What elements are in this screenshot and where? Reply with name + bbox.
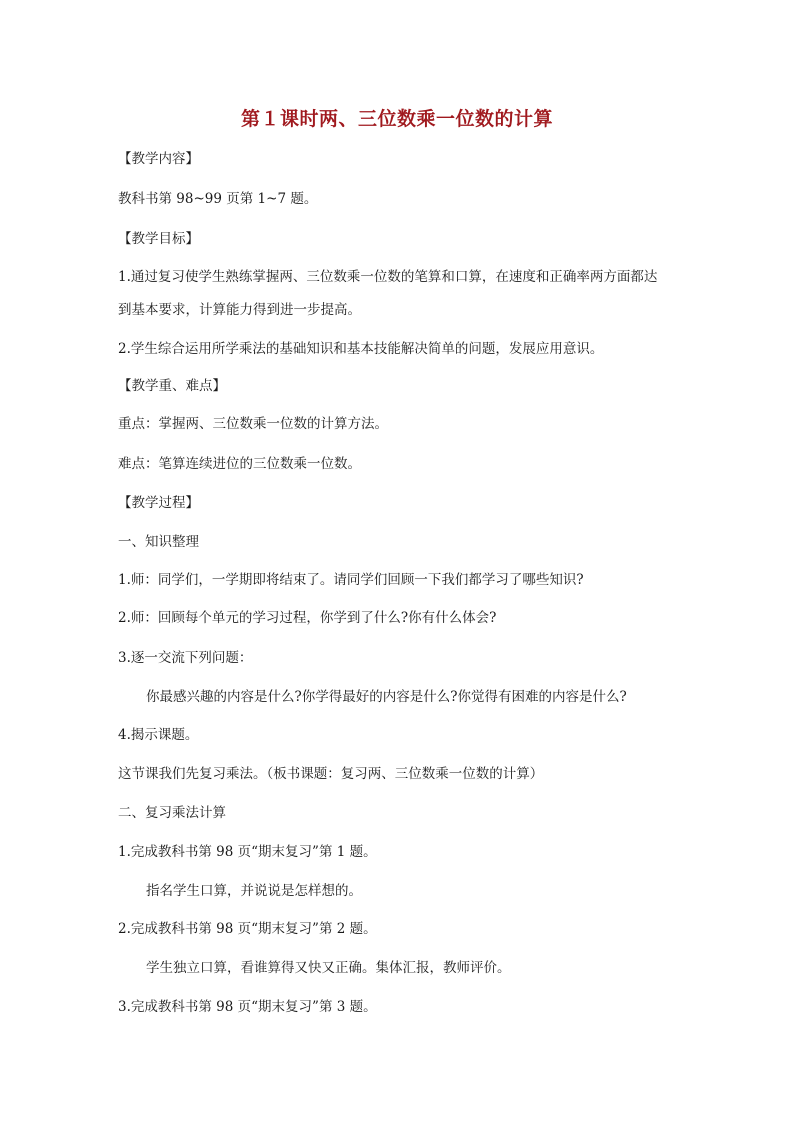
part-1-item-3-detail: 你最感兴趣的内容是什么?你学得最好的内容是什么?你觉得有困难的内容是什么? bbox=[146, 689, 627, 705]
section-goals-heading: 【教学目标】 bbox=[118, 231, 199, 247]
part-1-summary: 这节课我们先复习乘法。（板书课题：复习两、三位数乘一位数的计算） bbox=[118, 766, 544, 782]
document-title: 第１课时两、三位数乘一位数的计算 bbox=[240, 108, 553, 130]
part-1-item-2: 2.师：回顾每个单元的学习过程，你学到了什么?你有什么体会? bbox=[118, 610, 497, 626]
part-1-item-3: 3.逐一交流下列问题： bbox=[118, 650, 253, 666]
part-2-heading: 二、复习乘法计算 bbox=[118, 805, 226, 821]
goal-1-line-1: 1.通过复习使学生熟练掌握两、三位数乘一位数的笔算和口算，在速度和正确率两方面都达 bbox=[118, 269, 658, 285]
content-text: 教科书第 98~99 页第 1~7 题。 bbox=[118, 191, 318, 207]
part-1-item-1: 1.师：同学们，一学期即将结束了。请同学们回顾一下我们都学习了哪些知识? bbox=[118, 572, 584, 588]
key-point: 重点：掌握两、三位数乘一位数的计算方法。 bbox=[118, 416, 388, 432]
part-1-heading: 一、知识整理 bbox=[118, 534, 199, 550]
section-process-heading: 【教学过程】 bbox=[118, 495, 199, 511]
part-2-item-1-detail: 指名学生口算，并说说是怎样想的。 bbox=[146, 883, 362, 899]
difficult-point: 难点：笔算连续进位的三位数乘一位数。 bbox=[118, 456, 361, 472]
section-key-heading: 【教学重、难点】 bbox=[118, 378, 226, 394]
part-1-item-4: 4.揭示课题。 bbox=[118, 727, 199, 743]
part-2-item-1: 1.完成教科书第 98 页“期末复习”第 1 题。 bbox=[118, 844, 377, 860]
section-content-heading: 【教学内容】 bbox=[118, 151, 199, 167]
goal-2: 2.学生综合运用所学乘法的基础知识和基本技能解决简单的问题，发展应用意识。 bbox=[118, 341, 604, 357]
part-2-item-2: 2.完成教科书第 98 页“期末复习”第 2 题。 bbox=[118, 921, 377, 937]
goal-1-line-2: 到基本要求，计算能力得到进一步提高。 bbox=[118, 302, 361, 318]
part-2-item-2-detail: 学生独立口算，看谁算得又快又正确。集体汇报，教师评价。 bbox=[146, 960, 511, 976]
part-2-item-3: 3.完成教科书第 98 页“期末复习”第 3 题。 bbox=[118, 999, 377, 1015]
